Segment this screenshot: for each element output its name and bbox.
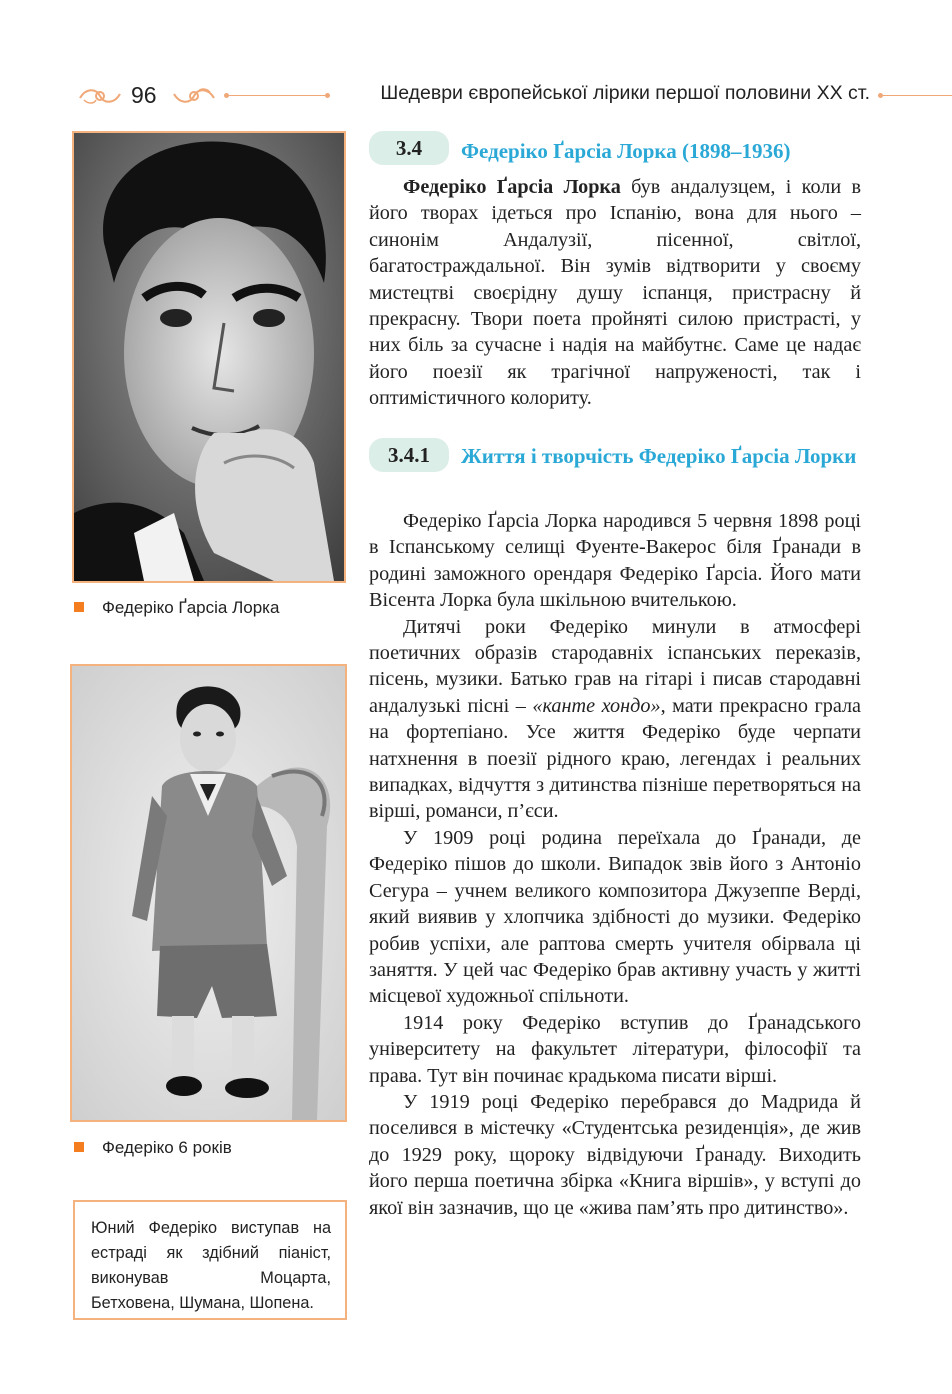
paragraph: Федеріко Ґарсіа Лорка народився 5 червня 1898 році в Іспанському селищі Фуенте-Вакерос біля Ґранади в родині заможного орендаря Федеріко Ґарсіа. Його мати Вісента Лорка була шкільною вчителькою. [369,510,861,612]
portrait-image [74,133,344,581]
subsection-title: Життя і творчість Федеріко Ґарсіа Лорки [461,444,857,468]
left-ornament-icon [78,86,122,106]
italic-term: «канте хондо» [532,694,661,717]
childhood-image [72,666,345,1120]
bold-lead: Федеріко Ґарсіа Лорка [403,176,621,198]
paragraph: 1914 року Федеріко вступив до Ґранадського університету на факультет літератури, філософії та права. Тут він починає крадькома писати вірші. [369,1011,861,1087]
figure-caption: Федеріко 6 років [74,1138,232,1158]
section-number-badge: 3.4 [369,131,449,165]
bullet-icon [74,602,84,612]
page-number: 96 [131,82,157,108]
section-3-4-1-body [369,508,861,1221]
subsection-number-badge: 3.4.1 [369,438,449,472]
header-rule [883,95,952,96]
bullet-icon [74,1142,84,1152]
header-dot [325,93,330,98]
section-title: Федеріко Ґарсіа Лорка (1898–1936) [461,139,791,163]
note-box: Юний Федеріко виступав на естраді як здібний піаніст, виконував Моцарта, Бетховена, Шумана, Шопена. [73,1200,347,1320]
paragraph: Федеріко Ґарсіа Лорка був андалузцем, і коли в його творах ідеться про Іспанію, вона для нього – синонім Андалузії, пісенної, світлої, багатостраждальної. Він зумів відтворити у своєму мистецтві своєрідну душу іспанця, пристрасну й прекрасну. Твори поета пройняті силою пристрасті, у них біль за сучасне і надія на майбутнє. Саме це надає його поезії як трагічної напруженості, так і оптимістичного колориту. [369,176,861,410]
figure-caption: Федеріко Ґарсіа Лорка [74,598,279,618]
paragraph: У 1909 році родина переїхала до Ґранади, де Федеріко пішов до школи. Випадок звів його з Антоніо Сегура – учнем великого композитора Джузеппе Верді, який виявив у хлопчика здібності до музики. Федеріко робив успіхи, але раптова смерть учителя обірвала ці заняття. У цей час Федеріко брав активну участь у житті місцевої художньої спільноти. [369,826,861,1008]
section-3-4-body [369,174,861,412]
childhood-photo [70,664,347,1122]
header-rule [229,95,325,96]
paragraph: Дитячі роки Федеріко минули в атмосфері поетичних образів стародавніх іспанських переказів, пісень, музики. Батько грав на гітарі і писав стародавні андалузькі пісні – «канте хондо», мати прекрасно грала на фортепіано. Усе життя Федеріко буде черпати натхнення в поезії рідного краю, легендах і реальних випадках, відчуття з дитинства пізніше перетворяться на вірші, романси, п’єси. [369,615,861,823]
paragraph: У 1919 році Федеріко перебрався до Мадрида й поселився в містечку «Студентська резиденція», де жив до 1929 року, щороку відвідуючи Ґранаду. Виходить його перша поетична збірка «Книга віршів», у вступі до якої він зазначив, що це «жива пам’ять про дитинство». [369,1090,861,1219]
right-ornament-icon [172,86,216,106]
page-header [0,78,952,114]
running-title: Шедеври європейської лірики першої половини ХХ ст. [380,82,870,104]
portrait-photo [72,131,346,583]
